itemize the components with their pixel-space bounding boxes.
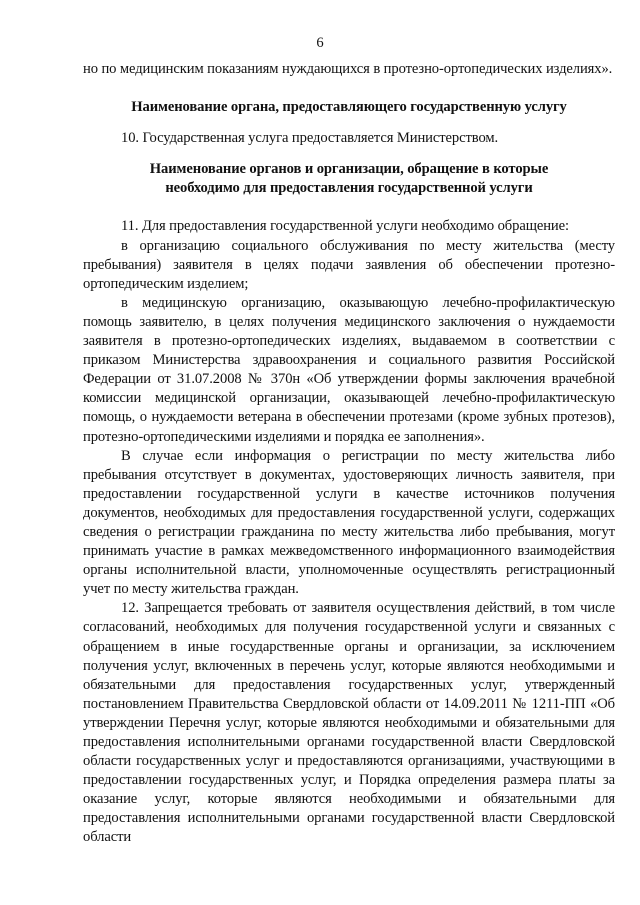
paragraph-11-note: В случае если информация о регистрации по месту жительства либо пребывания отсутствует в документах, удостоверяющих личность заявителя, при предоставлении государственной услуги в качестве источников получения документов, необходимых для предоставления государственной услуги, содержащих сведения о регистрации гражданина по месту жительства либо пребывания, могут принимать участие в рамках межведомственного информационного взаимодействия органы исполнительной власти, уполномоченные осуществлять регистрационный учет по месту жительства граждан. [83,447,615,598]
page-number: 6 [316,35,324,51]
paragraph-10: 10. Государственная услуга предоставляется Министерством. [121,130,499,147]
paragraph-11-item-medical: в медицинскую организацию, оказывающую лечебно-профилактическую помощь заявителю, в целях получения медицинского заключения о нуждаемости заявителя в протезно-ортопедических изделиях, выдаваемом в соответствии с приказом Министерства здравоохранения и социального развития Российской Федерации от 31.07.2008 № 370н «Об утверждении формы заключения врачебной комиссии медицинской организации, оказывающей лечебно-профилактическую помощь, о нуждаемости ветерана в обеспечении протезами (кроме зубных протезов), протезно-ортопедическими изделиями и порядка ее заполнения». [83,294,615,445]
paragraph-12: 12. Запрещается требовать от заявителя осуществления действий, в том числе согласований, необходимых для получения государственной услуги и связанных с обращением в иные государственные органы и организации, за исключением получения услуг, включенных в перечень услуг, которые являются необходимыми и обязательными для предоставления государственных услуг, утвержденный постановлением Правительства Свердловской области от 14.09.2011 № 1211-ПП «Об утверждении Перечня услуг, которые являются необходимыми и обязательными для предоставления исполнительными органами государственной власти Свердловской области государственных услуг и предоставляются организациями, участвующими в предоставлении государственных услуг, и Порядка определения размера платы за оказание услуг, которые являются необходимыми и обязательными для предоставления исполнительными органами государственной власти Свердловской области [83,600,615,846]
paragraph-11-item-social: в организацию социального обслуживания по месту жительства (месту пребывания) заявителя в целях подачи заявления об обеспечении протезно-ортопедическим изделием; [83,237,615,292]
section-heading-authority: Наименование органа, предоставляющего государственную услугу [131,99,567,116]
continuation-paragraph: но по медицинским показаниям нуждающихся в протезно-ортопедических изделиях». [83,61,613,77]
section-heading-organizations: Наименование органов и организации, обращение в которые необходимо для предоставления государственной услуги [149,161,549,197]
paragraph-11-intro: 11. Для предоставления государственной услуги необходимо обращение: [121,218,569,235]
document-body [83,60,615,848]
